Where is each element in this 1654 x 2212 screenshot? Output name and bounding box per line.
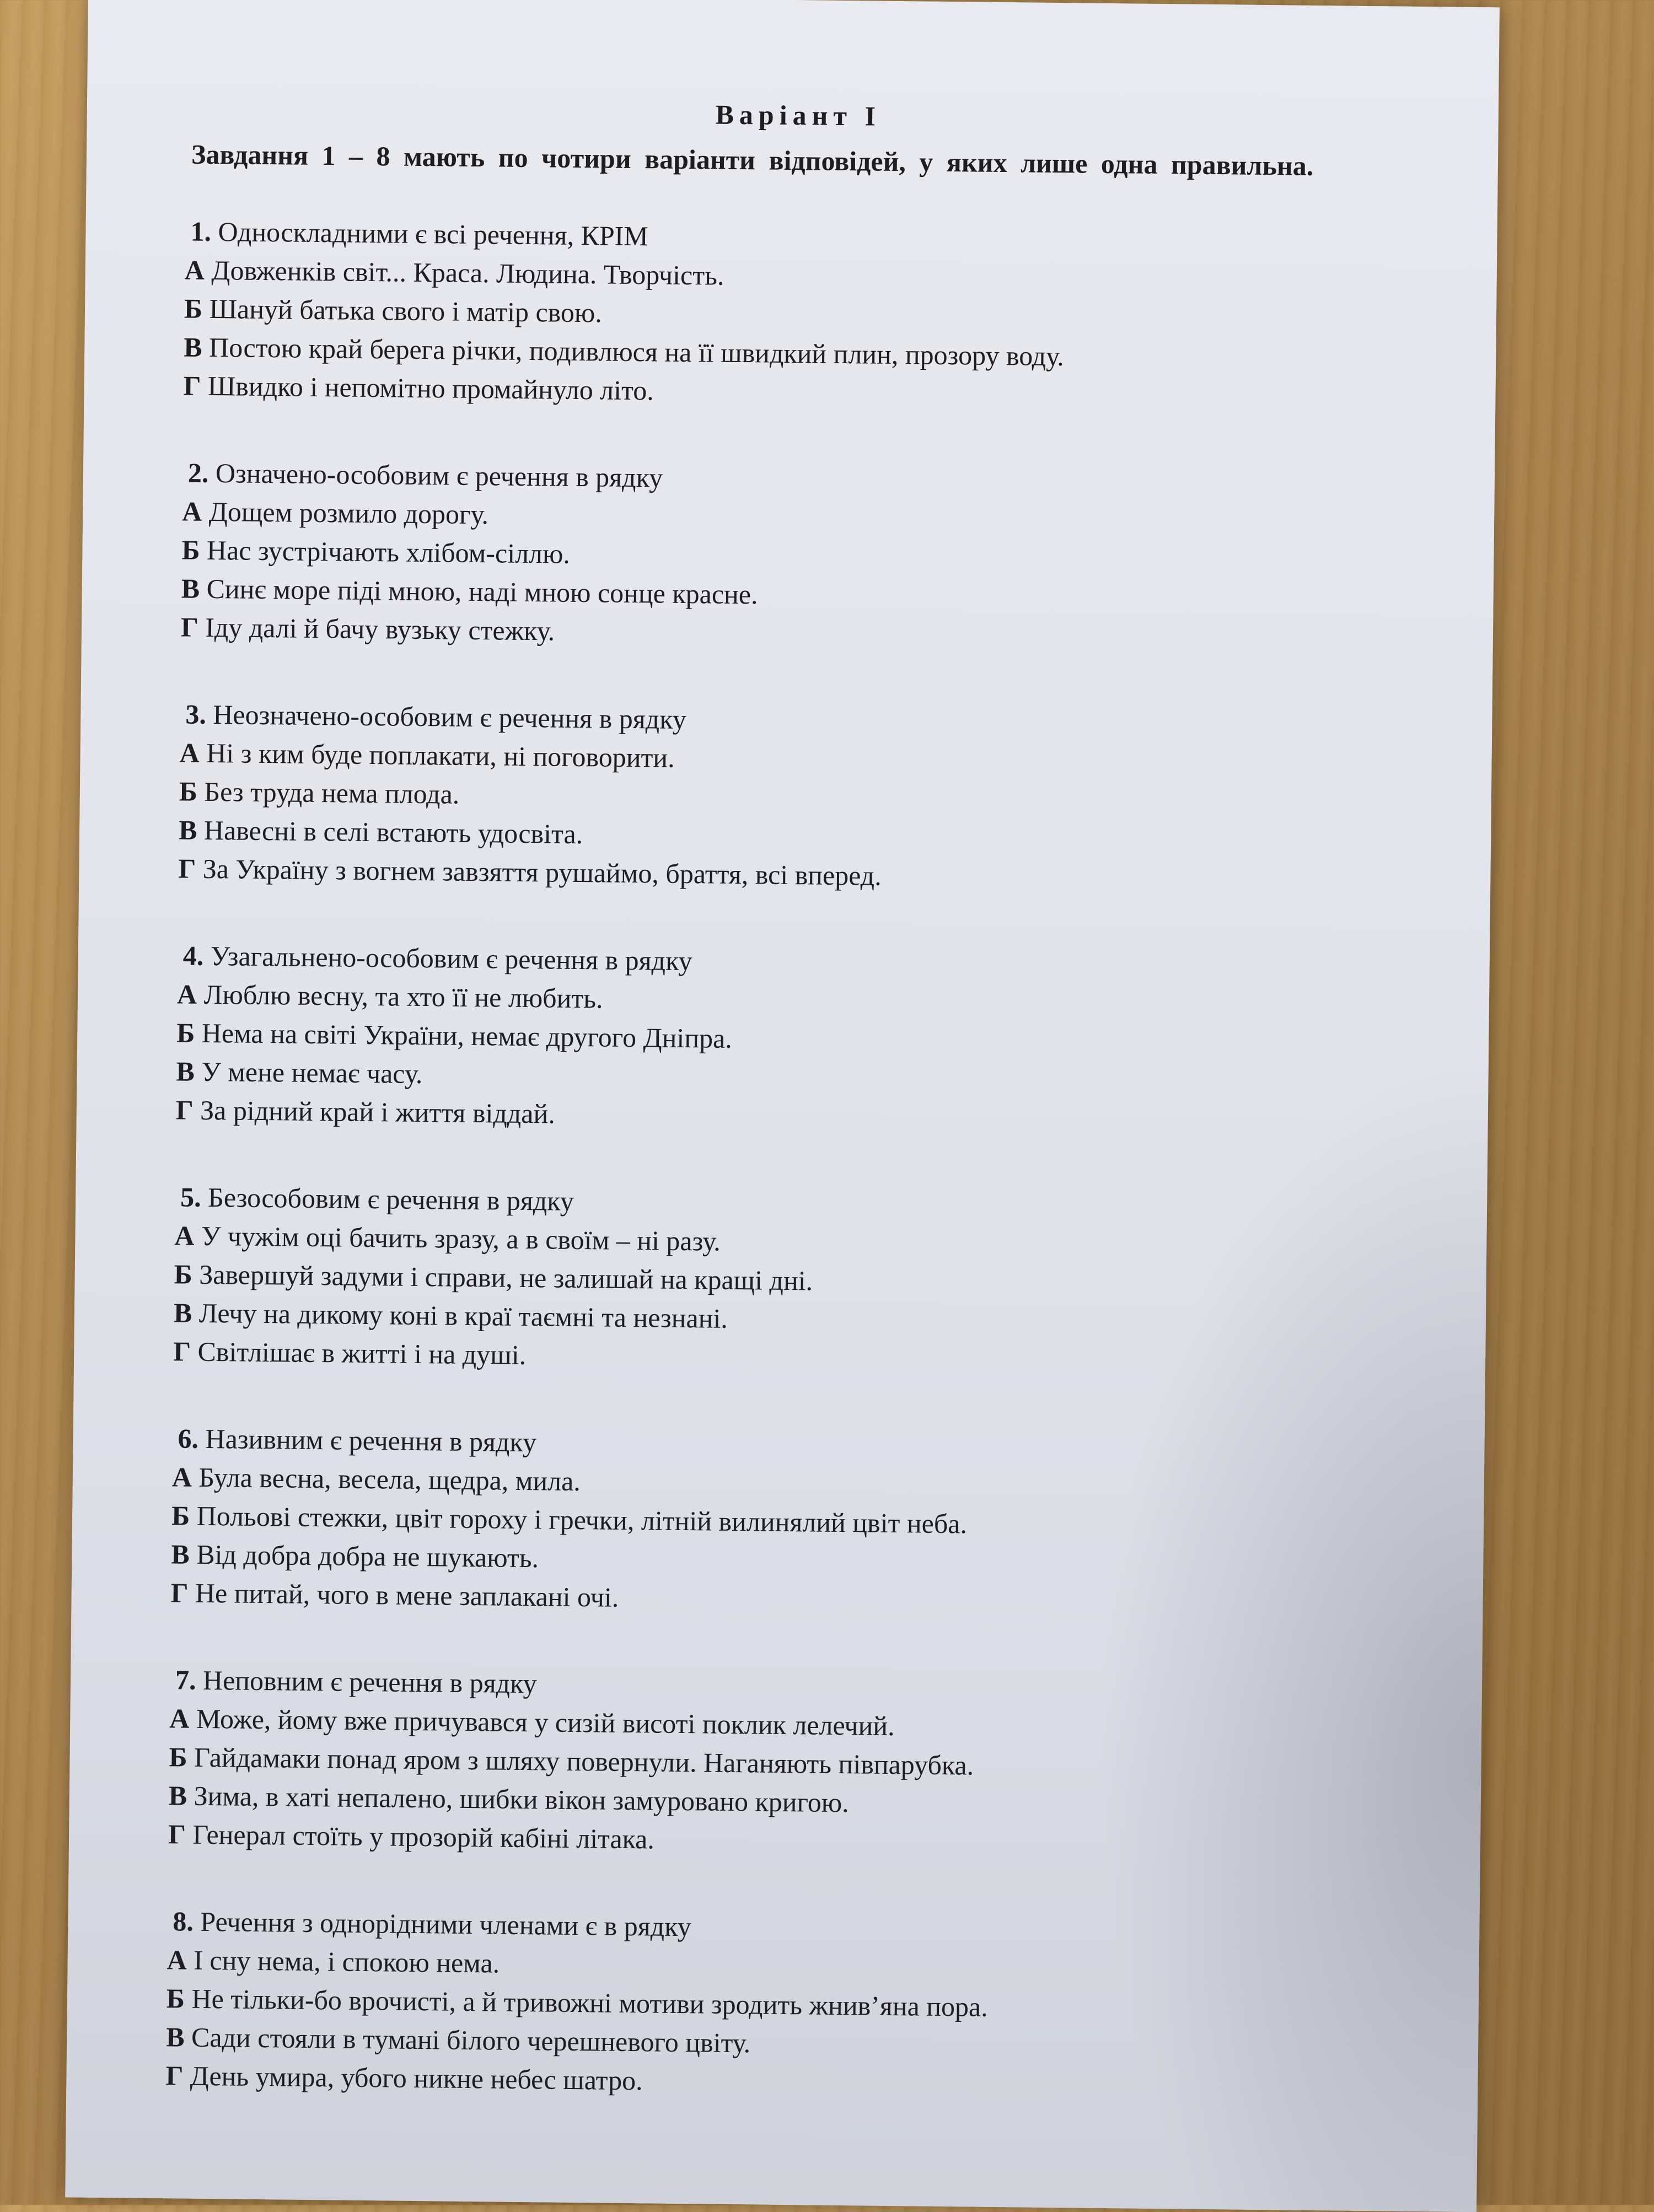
option-text: День умира, убого никне небес шатро. xyxy=(183,2060,643,2096)
option-letter: А xyxy=(184,254,205,286)
option-text: Сади стояли в тумані білого черешневого цвіту. xyxy=(184,2021,751,2058)
option-text: Довженків світ... Краса. Людина. Творчість. xyxy=(204,254,724,291)
option-letter: В xyxy=(165,2021,185,2053)
option-letter: В xyxy=(181,572,200,604)
question-text: Неозначено-особовим є речення в рядку xyxy=(206,698,687,735)
option-text: Нас зустрічають хлібом-сіллю. xyxy=(200,534,571,569)
option-letter: Г xyxy=(170,1576,189,1608)
option-text: Дощем розмило дорогу. xyxy=(202,496,489,530)
option-text: Постою край берега річки, подивлюся на її швидкий плин, прозору воду. xyxy=(202,331,1065,372)
question-number: 1. xyxy=(190,216,212,247)
question-text: Безособовим є речення в рядку xyxy=(201,1181,574,1217)
option-text: Нема на світі України, немає другого Дніпра. xyxy=(195,1017,733,1054)
option-text: Іду далі й бачу вузьку стежку. xyxy=(198,611,555,647)
option-text: Без труда нема плода. xyxy=(197,776,460,810)
option-text: За рідний край і життя віддай. xyxy=(193,1094,556,1129)
option-letter: Б xyxy=(169,1741,187,1773)
option-text: Не тільки-бо врочисті, а й тривожні мотиви зродить жнив’яна пора. xyxy=(184,1983,989,2022)
option-letter: В xyxy=(178,814,197,846)
question-number: 5. xyxy=(180,1181,201,1213)
question-8 xyxy=(165,1902,1441,2108)
question-text: Речення з однорідними членами є в рядку xyxy=(193,1906,692,1942)
question-4 xyxy=(175,936,1451,1142)
option-letter: Г xyxy=(173,1335,191,1367)
option-letter: Г xyxy=(183,369,201,401)
instructions: Завдання 1 – 8 мають по чотири варіанти відповідей, у яких лише одна правильна. xyxy=(191,138,1314,181)
option-letter: Б xyxy=(174,1258,193,1290)
option-letter: Б xyxy=(176,1016,195,1048)
question-number: 3. xyxy=(185,698,207,730)
option-text: Світлішає в житті і на душі. xyxy=(190,1336,527,1370)
question-number: 7. xyxy=(175,1664,196,1696)
option-letter: Г xyxy=(165,2059,184,2091)
option-text: Не питай, чого в мене заплакані очі. xyxy=(188,1577,619,1613)
question-5 xyxy=(173,1177,1449,1384)
question-7 xyxy=(168,1660,1444,1866)
option-letter: Б xyxy=(166,1982,185,2014)
option-letter: В xyxy=(173,1296,192,1328)
option-letter: Б xyxy=(171,1499,190,1531)
option-text: Була весна, весела, щедра, мила. xyxy=(191,1461,581,1497)
option-letter: В xyxy=(171,1538,190,1570)
option-text: Синє море піді мною, наді мною сонце красне. xyxy=(199,573,758,610)
option-letter: Г xyxy=(168,1818,186,1850)
option-letter: А xyxy=(179,736,200,768)
question-number: 2. xyxy=(187,457,209,488)
option-text: Може, йому вже причувався у сизій висоті поклик лелечий. xyxy=(189,1703,895,1741)
option-letter: Б xyxy=(179,775,198,807)
question-text: Односкладними є всі речення, КРІМ xyxy=(211,216,649,251)
question-6 xyxy=(170,1419,1446,1625)
option-text: Гайдамаки понад яром з шляху повернули. Наганяють півпарубка. xyxy=(187,1741,974,1781)
option-letter: Г xyxy=(178,852,196,884)
question-number: 8. xyxy=(173,1905,194,1937)
option-text: Завершуй задуми і справи, не залишай на кращі дні. xyxy=(192,1258,813,1296)
option-text: Ні з ким буде поплакати, ні поговорити. xyxy=(199,737,675,773)
question-3 xyxy=(178,695,1454,901)
option-text: Люблю весну, та хто її не любить. xyxy=(196,978,603,1014)
option-text: Польові стежки, цвіт гороху і гречки, літній вилинялий цвіт неба. xyxy=(189,1500,968,1539)
option-text: І сну нема, і спокою нема. xyxy=(186,1944,500,1979)
question-number: 6. xyxy=(178,1422,199,1454)
option-letter: А xyxy=(167,1944,187,1976)
question-text: Називним є речення в рядку xyxy=(198,1423,537,1457)
test-content xyxy=(93,92,1460,2156)
option-letter: Г xyxy=(175,1094,194,1126)
variant-title: Варіант І xyxy=(715,99,882,132)
question-2 xyxy=(181,453,1457,659)
option-letter: В xyxy=(184,331,203,363)
option-letter: А xyxy=(174,1219,195,1251)
option-text: Лечу на дикому коні в краї таємні та незнані. xyxy=(192,1297,728,1334)
question-text: Неповним є речення в рядку xyxy=(196,1664,538,1699)
option-text: Шануй батька свого і матір свою. xyxy=(202,293,603,328)
option-text: У мене немає часу. xyxy=(194,1056,423,1089)
option-text: У чужім оці бачить зразу, а в своїм – ні разу. xyxy=(194,1220,721,1257)
paper-sheet xyxy=(65,0,1500,2212)
question-number: 4. xyxy=(182,939,204,971)
option-letter: А xyxy=(176,978,197,1010)
option-letter: А xyxy=(169,1702,190,1734)
option-letter: Б xyxy=(184,292,203,324)
option-text: За Україну з вогнем завзяття рушаймо, браття, всі вперед. xyxy=(195,853,882,891)
question-1 xyxy=(183,212,1459,418)
option-text: Генерал стоїть у прозорій кабіні літака. xyxy=(185,1818,655,1855)
question-text: Означено-особовим є речення в рядку xyxy=(208,457,663,493)
option-letter: В xyxy=(176,1055,195,1087)
option-text: Швидко і непомітно промайнуло літо. xyxy=(201,370,654,406)
option-letter: А xyxy=(171,1461,192,1493)
option-letter: А xyxy=(181,495,202,527)
option-text: Навесні в селі встають удосвіта. xyxy=(197,814,583,849)
option-text: Від добра добра не шукають. xyxy=(189,1538,539,1573)
question-text: Узагальнено-особовим є речення в рядку xyxy=(203,940,693,976)
option-letter: Г xyxy=(180,611,199,643)
option-text: Зима, в хаті непалено, шибки вікон замуровано кригою. xyxy=(186,1780,849,1818)
option-letter: В xyxy=(168,1779,187,1811)
option-letter: Б xyxy=(181,534,200,566)
